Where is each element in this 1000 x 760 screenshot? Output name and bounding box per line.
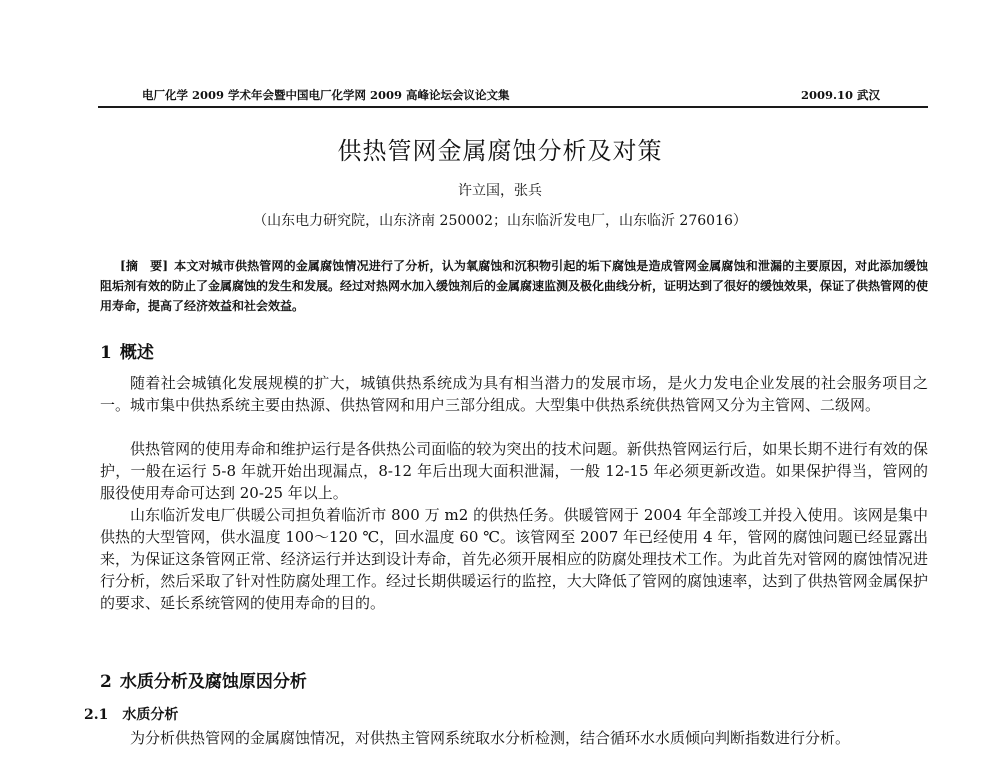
abstract [100, 256, 928, 316]
section-1-heading [100, 338, 154, 363]
paper-title: 供热管网金属腐蚀分析及对策 [337, 137, 663, 165]
section-2-heading [100, 667, 307, 692]
subsection-2-1-paragraph: 为分析供热管网的金属腐蚀情况，对供热主管网系统取水分析检测，结合循环水水质倾向判断指数进行分析。 [130, 729, 851, 747]
subsection-2-1-number: 2.1 [84, 707, 109, 723]
section-1-paragraph-1: 随着社会城镇化发展规模的扩大，城镇供热系统成为具有相当潜力的发展市场，是火力发电企业发展的社会服务项目之一。城市集中供热系统主要由热源、供热管网和用户三部分组成。大型集中供热系统供热管网又分为主管网、二级网。 [100, 374, 928, 414]
paper-authors: 许立国，张兵 [458, 183, 542, 199]
conference-name: 电厂化学 2009 学术年会暨中国电厂化学网 2009 高峰论坛会议论文集 [142, 88, 510, 102]
section-1-title: 概述 [119, 343, 154, 363]
subsection-2-1-title: 水质分析 [122, 707, 179, 723]
section-1-paragraph-3: 山东临沂发电厂供暖公司担负着临沂市 800 万 m2 的供热任务。供暖管网于 2004 年全部竣工并投入使用。该网是集中供热的大型管网，供水温度 100～120 ℃，回水温度 60 ℃。该管网至 2007 年已经使用 4 年，管网的腐蚀问题已经显露出来，为保证这条管网正常、经济运行并达到设计寿命，首先必须开展相应的防腐处理技术工作。为此首先对管网的腐蚀情况进行分析，然后采取了针对性防腐处理工作。经过长期供暖运行的监控，大大降低了管网的腐蚀速率，达到了供热管网金属保护的要求、延长系统管网的使用寿命的目的。 [100, 506, 928, 612]
paper-affiliation: （山东电力研究院，山东济南 250002；山东临沂发电厂，山东临沂 276016） [253, 213, 747, 229]
subsection-2-1-heading [84, 704, 178, 724]
abstract-text: 本文对城市供热管网的金属腐蚀情况进行了分析，认为氧腐蚀和沉积物引起的垢下腐蚀是造成管网金属腐蚀和泄漏的主要原因，对此添加缓蚀阻垢剂有效的防止了金属腐蚀的发生和发展。经过对热网水加入缓蚀剂后的金属腐速监测及极化曲线分析，证明达到了很好的缓蚀效果，保证了供热管网的使用寿命，提高了经济效益和社会效益。 [100, 259, 929, 313]
running-header [98, 84, 928, 108]
section-2-number: 2 [100, 672, 112, 692]
conference-date-location: 2009.10 武汉 [800, 88, 880, 102]
section-2-title: 水质分析及腐蚀原因分析 [119, 672, 307, 692]
abstract-label: [摘 要] [120, 259, 168, 273]
section-1-paragraph-2: 供热管网的使用寿命和维护运行是各供热公司面临的较为突出的技术问题。新供热管网运行后，如果长期不进行有效的保护，一般在运行 5-8 年就开始出现漏点，8-12 年后出现大面积泄漏，一般 12-15 年必须更新改造。如果保护得当，管网的服役使用寿命可达到 20-25 年以上。 [100, 440, 928, 502]
section-1-number: 1 [100, 343, 112, 363]
